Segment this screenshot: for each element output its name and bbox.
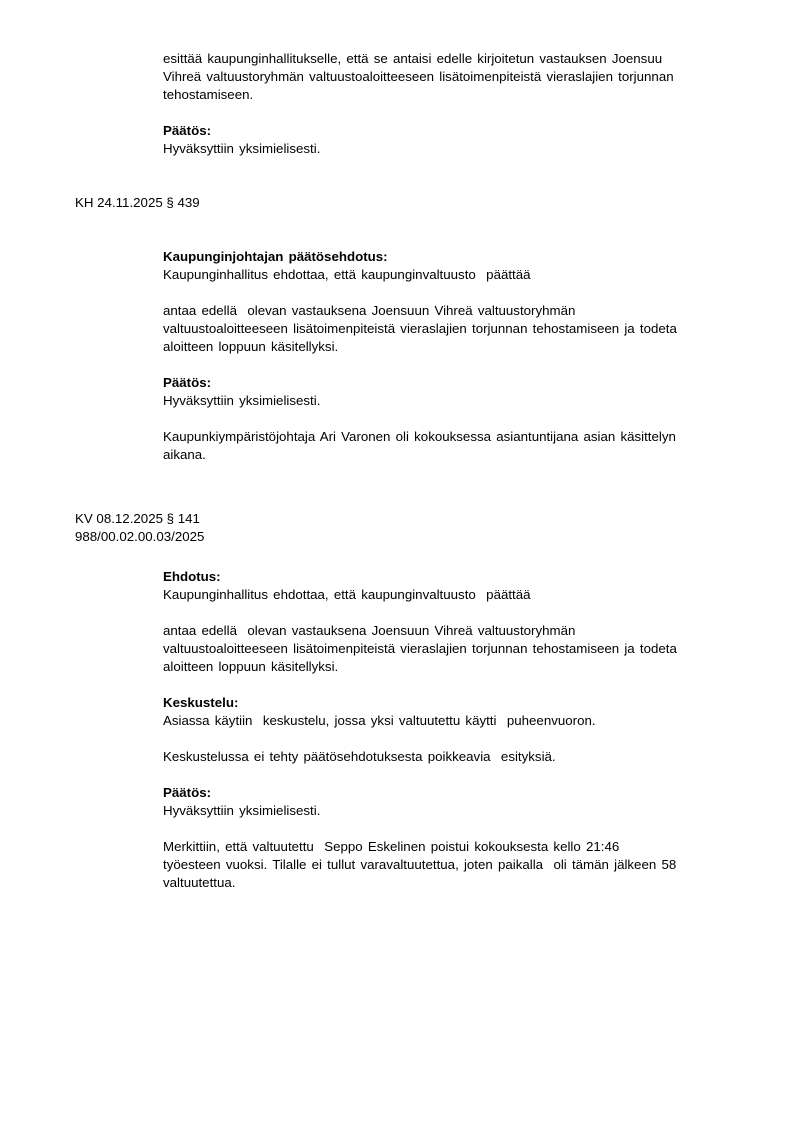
case-number: 988/00.02.00.03/2025 (75, 529, 205, 544)
kv-proposal-heading-block (163, 568, 794, 604)
decision-heading: Päätös: (163, 123, 212, 138)
decision-text: Hyväksyttiin yksimielisesti. (163, 393, 321, 408)
paragraph-line: työesteen vuoksi. Tilalle ei tullut varavaltuutettua, joten paikalla oli tämän jälkeen 58 (163, 857, 677, 872)
kv-discussion-block (163, 694, 794, 730)
proposal-heading: Ehdotus: (163, 569, 221, 584)
kh-section-reference: KH 24.11.2025 § 439 (75, 195, 200, 210)
decision-text: Hyväksyttiin yksimielisesti. (163, 141, 321, 156)
discussion-heading: Keskustelu: (163, 695, 239, 710)
kv-closing-note (163, 838, 794, 892)
proposal-intro: Kaupunginhallitus ehdottaa, että kaupunginvaltuusto päättää (163, 587, 531, 602)
paragraph-line: antaa edellä olevan vastauksena Joensuun Vihreä valtuustoryhmän (163, 623, 576, 638)
top-continuation-paragraph (163, 50, 794, 104)
paragraph-line: Vihreä valtuustoryhmän valtuustoaloitteeseen lisätoimenpiteistä vieraslajien torjunnan (163, 69, 674, 84)
paragraph-line: aloitteen loppuun käsitellyksi. (163, 339, 339, 354)
paragraph-line: Kaupunkiympäristöjohtaja Ari Varonen oli kokouksessa asiantuntijana asian käsittelyn (163, 429, 676, 444)
paragraph-line: Keskustelussa ei tehty päätösehdotuksesta poikkeavia esityksiä. (163, 749, 556, 764)
proposal-heading: Kaupunginjohtajan päätösehdotus: (163, 249, 388, 264)
kv-section-reference-block (75, 510, 794, 546)
top-decision-block (163, 122, 794, 158)
paragraph-line: esittää kaupunginhallitukselle, että se antaisi edelle kirjoitetun vastauksen Joensuu (163, 51, 663, 66)
discussion-text: Asiassa käytiin keskustelu, jossa yksi valtuutettu käytti puheenvuoron. (163, 713, 596, 728)
kh-decision-block (163, 374, 794, 410)
kv-discussion-note (163, 748, 794, 766)
paragraph-line: aloitteen loppuun käsitellyksi. (163, 659, 339, 674)
decision-heading: Päätös: (163, 785, 212, 800)
kh-proposal-paragraph (163, 302, 794, 356)
kv-section-reference: KV 08.12.2025 § 141 (75, 511, 200, 526)
paragraph-line: tehostamiseen. (163, 87, 254, 102)
paragraph-line: valtuutettua. (163, 875, 236, 890)
decision-text: Hyväksyttiin yksimielisesti. (163, 803, 321, 818)
paragraph-line: valtuustoaloitteeseen lisätoimenpiteistä vieraslajien torjunnan tehostamiseen ja todeta (163, 321, 677, 336)
kh-section-reference-block (75, 194, 794, 212)
decision-heading: Päätös: (163, 375, 212, 390)
paragraph-line: antaa edellä olevan vastauksena Joensuun Vihreä valtuustoryhmän (163, 303, 576, 318)
kv-proposal-paragraph (163, 622, 794, 676)
proposal-intro: Kaupunginhallitus ehdottaa, että kaupunginvaltuusto päättää (163, 267, 531, 282)
paragraph-line: aikana. (163, 447, 206, 462)
paragraph-line: Merkittiin, että valtuutettu Seppo Eskelinen poistui kokouksesta kello 21:46 (163, 839, 620, 854)
paragraph-line: valtuustoaloitteeseen lisätoimenpiteistä vieraslajien torjunnan tehostamiseen ja todeta (163, 641, 677, 656)
kh-expert-note (163, 428, 794, 464)
kv-decision-block (163, 784, 794, 820)
kh-proposal-heading-block (163, 248, 794, 284)
